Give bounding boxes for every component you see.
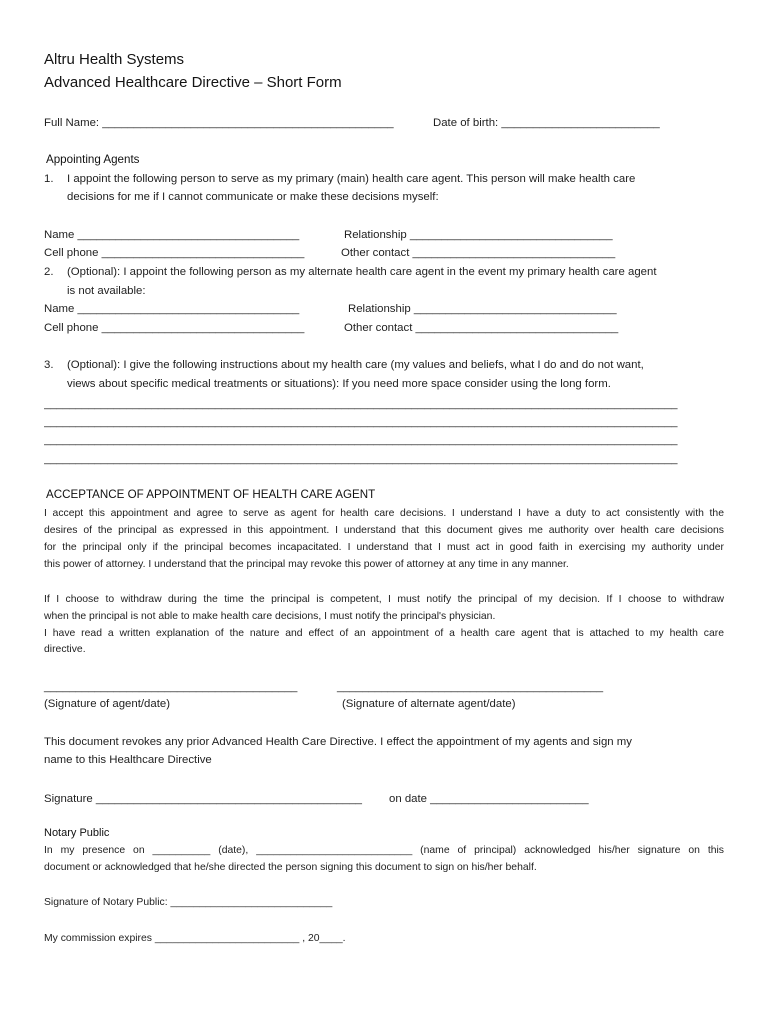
item-2-text-line-2: is not available: (67, 285, 146, 297)
alternate-agent-signature-label: (Signature of alternate agent/date) (342, 698, 516, 710)
item-3-text-line-2: views about specific medical treatments or situations): If you need more space consider using the long form. (67, 378, 611, 390)
primary-agent-name-field[interactable]: Name ___________________________________ (44, 229, 300, 241)
notary-text-line-1: In my presence on __________ (date), ___________________________ (name of principal) acknowledged his/her signature on this (44, 845, 724, 856)
acceptance-paragraph-2-line-2: when the principal is not able to make health care decisions, I must notify the principal's physician. (44, 611, 496, 622)
alternate-agent-cell-field[interactable]: Cell phone ________________________________ (44, 322, 305, 334)
alternate-agent-name-field[interactable]: Name ___________________________________ (44, 303, 300, 315)
revocation-text-line-2: name to this Healthcare Directive (44, 754, 212, 766)
item-1-text-line-1: I appoint the following person to serve as my primary (main) health care agent. This person will make health care (67, 173, 636, 185)
instructions-line-1[interactable]: ____________________________________________________________________________________________________ (44, 398, 678, 410)
item-3-number: 3. (44, 359, 54, 371)
agent-signature-label: (Signature of agent/date) (44, 698, 171, 710)
primary-agent-other-contact-field[interactable]: Other contact ________________________________ (341, 247, 616, 259)
notary-signature-field[interactable]: Signature of Notary Public: ____________________________ (44, 897, 333, 908)
notary-commission-field[interactable]: My commission expires _________________________ , 20____. (44, 933, 346, 944)
appointing-agents-heading: Appointing Agents (46, 153, 140, 166)
date-of-birth-field[interactable]: Date of birth: _________________________ (433, 117, 660, 129)
acceptance-paragraph-2-line-1: If I choose to withdraw during the time the principal is competent, I must notify the principal of my decision. If I choose to withdraw (44, 594, 724, 605)
notary-heading: Notary Public (44, 827, 110, 839)
form-title: Advanced Healthcare Directive – Short Form (44, 74, 342, 91)
item-2-text-line-1: (Optional): I appoint the following person as my alternate health care agent in the event my primary health care agent (67, 266, 657, 278)
instructions-line-2[interactable]: ____________________________________________________________________________________________________ (44, 416, 678, 428)
notary-text-line-2: document or acknowledged that he/she directed the person signing this document to sign on his/her behalf. (44, 862, 537, 873)
alternate-agent-other-contact-field[interactable]: Other contact ________________________________ (344, 322, 619, 334)
primary-agent-cell-field[interactable]: Cell phone ________________________________ (44, 247, 305, 259)
alternate-agent-relationship-field[interactable]: Relationship ________________________________ (348, 303, 617, 315)
acceptance-paragraph-3-line-2: directive. (44, 644, 86, 655)
item-1-number: 1. (44, 173, 54, 185)
instructions-line-3[interactable]: ____________________________________________________________________________________________________ (44, 434, 678, 446)
instructions-line-4[interactable]: ____________________________________________________________________________________________________ (44, 453, 678, 465)
item-2-number: 2. (44, 266, 54, 278)
organization-name: Altru Health Systems (44, 51, 185, 68)
item-1-text-line-2: decisions for me if I cannot communicate or make these decisions myself: (67, 191, 439, 203)
acceptance-paragraph-1-line-4: this power of attorney. I understand that the principal may revoke this power of attorney at any time in any manner. (44, 559, 569, 570)
acceptance-heading: ACCEPTANCE OF APPOINTMENT OF HEALTH CARE AGENT (46, 488, 376, 501)
acceptance-paragraph-1-line-2: desires of the principal as expressed in this appointment. I understand that this document gives me authority over health care decisions (44, 525, 724, 536)
agent-signature-line[interactable]: ________________________________________ (44, 681, 298, 693)
revocation-text-line-1: This document revokes any prior Advanced Health Care Directive. I effect the appointment of my agents and sign my (44, 736, 632, 748)
full-name-field[interactable]: Full Name: ______________________________________________ (44, 117, 394, 129)
principal-signature-field[interactable]: Signature __________________________________________ (44, 793, 362, 805)
acceptance-paragraph-3-line-1: I have read a written explanation of the nature and effect of an appointment of a health care agent that is attached to my health care (44, 628, 724, 639)
principal-signature-date-field[interactable]: on date _________________________ (389, 793, 589, 805)
alternate-agent-signature-line[interactable]: __________________________________________ (337, 681, 604, 693)
acceptance-paragraph-1-line-3: for the principal only if the principal becomes incapacitated. I understand that I must act in good faith in exercising my authority under (44, 542, 724, 553)
item-3-text-line-1: (Optional): I give the following instructions about my health care (my values and beliefs, what I do and do not want, (67, 359, 644, 371)
primary-agent-relationship-field[interactable]: Relationship ________________________________ (344, 229, 613, 241)
acceptance-paragraph-1-line-1: I accept this appointment and agree to serve as agent for health care decisions. I understand I have a duty to act consistently with the (44, 508, 724, 519)
